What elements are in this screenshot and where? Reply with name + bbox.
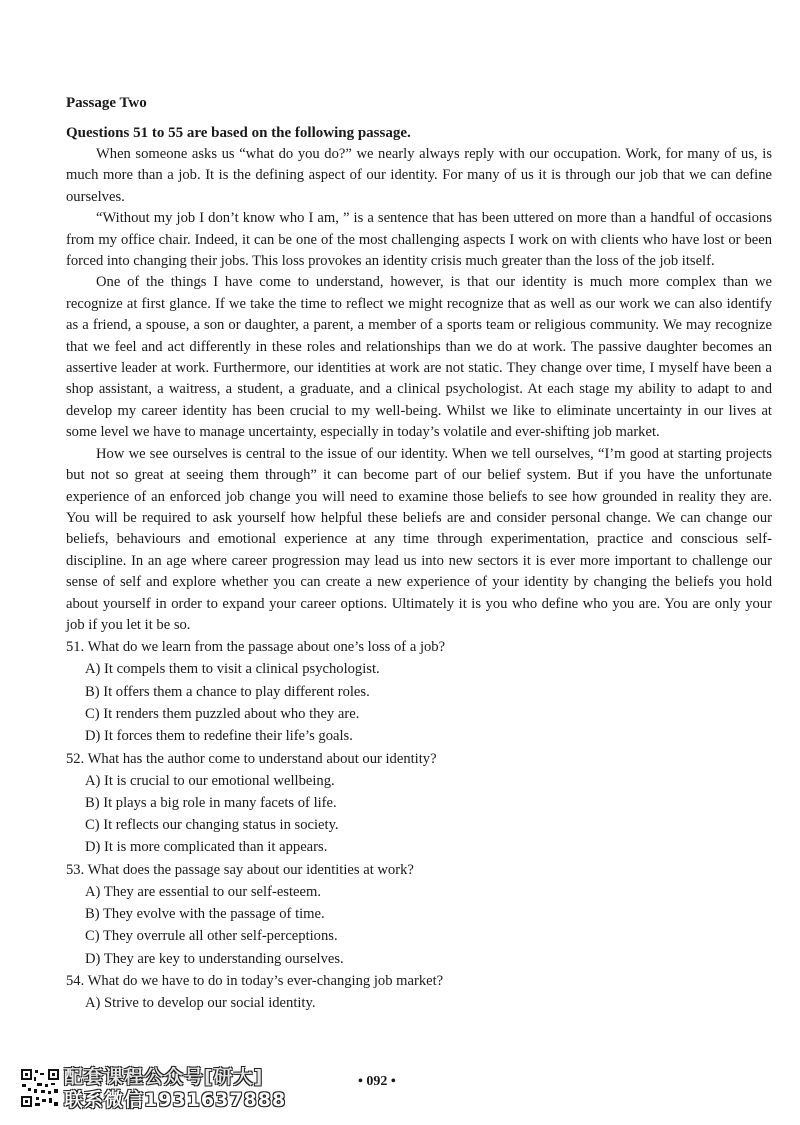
question-stem: 51. What do we learn from the passage about one’s loss of a job? — [66, 639, 446, 656]
question-stem: 54. What do we have to do in today’s ever-changing job market? — [66, 972, 444, 989]
paragraph: “Without my job I don’t know who I am, ” is a sentence that has been uttered on more than a handful of occasions from my office chair. Indeed, it can be one of the most challenging aspects I work on with clients who have lost or been forced into changing their jobs. This loss provokes an identity crisis much greater than the loss of the job itself. — [66, 210, 772, 270]
answer-option: A) They are essential to our self-esteem. — [85, 883, 321, 900]
promo-line: 联系微信1931637888 — [64, 1089, 287, 1111]
question-stem: 52. What has the author come to understand about our identity? — [66, 750, 437, 767]
qr-code-icon — [20, 1068, 60, 1108]
promo-watermark — [64, 1066, 286, 1112]
answer-option: D) They are key to understanding ourselves. — [85, 950, 344, 967]
passage-title: Passage Two — [66, 95, 147, 111]
question-52 — [66, 748, 772, 859]
paragraph: One of the things I have come to understand, however, is that our identity is much more complex than we recognize at first glance. If we take the time to reflect we might recognize that as well as our work we can also identify as a friend, a spouse, a son or daughter, a parent, a member of a sports team or religious community. We may recognize that we feel and act differently in these roles and relationships than we do at work. The passive daughter becomes an assertive leader at work. Furthermore, our identities at work are not static. They change over time, I myself have been a shop assistant, a waitress, a student, a graduate, and a clinical psychologist. At each stage my ability to adapt to and develop my career identity has been crucial to my well-being. Whilst we like to eliminate uncertainty in our lives at some level we have to manage uncertainty, especially in today’s volatile and ever-shifting job market. — [66, 274, 772, 441]
questions-heading: Questions 51 to 55 are based on the following passage. — [66, 125, 411, 141]
answer-option: C) They overrule all other self-perceptions. — [85, 928, 338, 945]
page-number: • 092 • — [358, 1074, 396, 1089]
passage-body — [66, 144, 772, 636]
answer-option: C) It reflects our changing status in society. — [85, 817, 339, 834]
promo-line: 配套课程公众号[研大] — [64, 1066, 264, 1088]
answer-option: D) It forces them to redefine their life’s goals. — [85, 728, 353, 745]
question-53 — [66, 859, 772, 970]
answer-option: B) They evolve with the passage of time. — [85, 906, 325, 923]
answer-option: B) It offers them a chance to play different roles. — [85, 683, 370, 700]
answer-option: A) It is crucial to our emotional wellbeing. — [85, 772, 335, 789]
question-51 — [66, 636, 772, 747]
answer-option: B) It plays a big role in many facets of life. — [85, 794, 337, 811]
question-54 — [66, 970, 772, 1014]
question-stem: 53. What does the passage say about our identities at work? — [66, 861, 414, 878]
answer-option: D) It is more complicated than it appears. — [85, 839, 328, 856]
answer-option: A) It compels them to visit a clinical psychologist. — [85, 661, 380, 678]
question-list — [66, 636, 772, 1014]
answer-option: A) Strive to develop our social identity. — [85, 994, 316, 1011]
answer-option: C) It renders them puzzled about who they are. — [85, 705, 360, 722]
paragraph: When someone asks us “what do you do?” we nearly always reply with our occupation. Work, for many of us, is much more than a job. It is the defining aspect of our identity. For many of us it is through our job that we can define ourselves. — [66, 146, 772, 205]
exam-page — [66, 92, 772, 1014]
paragraph: How we see ourselves is central to the issue of our identity. When we tell ourselves, “I’m good at starting projects but not so great at seeing them through” it can become part of our belief system. But if you have the unfortunate experience of an enforced job change you will need to examine those beliefs to see how grounded in reality they are. You will be required to ask yourself how helpful these beliefs are and consider personal change. We can change our beliefs, behaviours and emotional experience at any time through experimentation, practice and conscious self-discipline. In an age where career progression may lead us into new sectors it is ever more important to challenge our sense of self and explore whether you can create a new experience of your identity by changing the beliefs you hold about yourself in order to expand your career options. Ultimately it is you who define who you are. You are only your job if you let it be so. — [66, 445, 772, 633]
